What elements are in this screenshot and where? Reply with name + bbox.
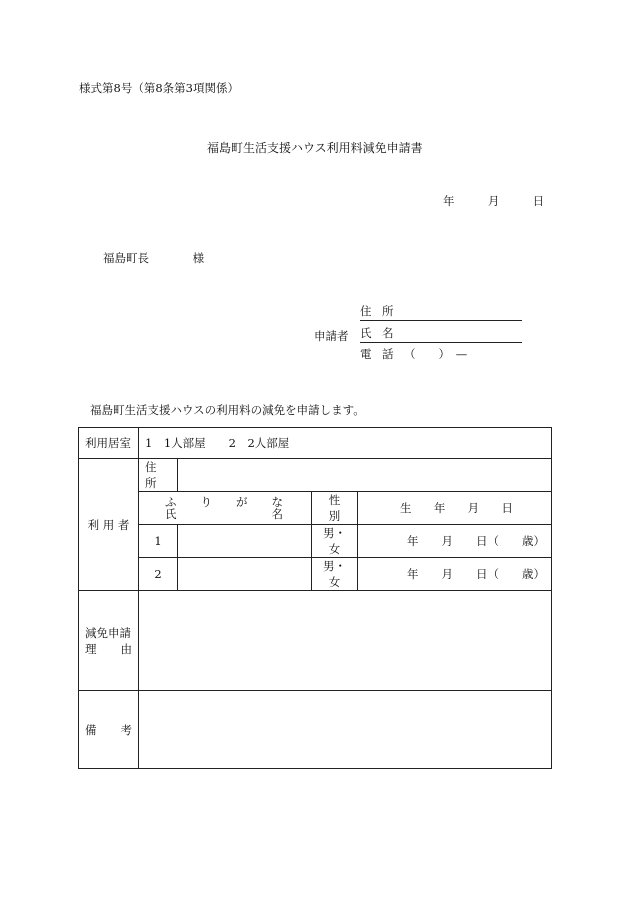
address-label-char-1: 住 [360, 304, 372, 318]
reason-char-2: 由 [120, 641, 132, 656]
user-row-1 [79, 525, 552, 558]
address-label-char-2: 所 [382, 304, 394, 318]
remarks-char-2: 考 [120, 722, 132, 737]
user-address-label: 住 所 [139, 459, 178, 492]
reason-label [79, 591, 139, 691]
document-title: 福島町生活支援ハウス利用料減免申請書 [207, 141, 423, 155]
reason-input[interactable] [139, 591, 552, 691]
intro-text: 福島町生活支援ハウスの利用料の減免を申請します。 [90, 403, 365, 417]
user-name-input[interactable] [178, 525, 312, 558]
remarks-char-1: 備 [85, 722, 97, 737]
birth-char-1: 生 [400, 501, 412, 515]
reason-label-line-1: 減免申請 [85, 625, 131, 640]
user-name-input[interactable] [178, 558, 312, 591]
user-number: 2 [139, 558, 178, 591]
phone-label-char-1: 電 [360, 347, 372, 361]
year-label: 年 [443, 194, 455, 208]
furigana-name-header [139, 492, 312, 525]
remarks-input[interactable] [139, 691, 552, 769]
furigana-char-2: り [200, 495, 212, 509]
remarks-label [79, 691, 139, 769]
addressee-name: 福島町長 [103, 251, 149, 265]
user-sex-select[interactable]: 男・女 [312, 558, 358, 591]
birth-char-3: 月 [467, 501, 480, 515]
room-row [79, 428, 552, 459]
form-number: 様式第8号（第8条第3項関係） [79, 81, 239, 95]
sex-header: 性 別 [312, 492, 358, 525]
birth-char-4: 日 [501, 501, 513, 515]
applicant-phone-field[interactable] [360, 346, 522, 363]
furigana-char-3: が [236, 495, 248, 509]
addressee [103, 250, 204, 266]
reason-char-1: 理 [85, 641, 97, 656]
room-options[interactable]: 1 1人部屋 2 2人部屋 [139, 428, 552, 459]
user-sex-select[interactable]: 男・女 [312, 525, 358, 558]
application-table [78, 427, 552, 769]
user-header-row [79, 492, 552, 525]
user-birth-input[interactable]: 年 月 日（ 歳） [358, 558, 552, 591]
birth-char-2: 年 [433, 501, 446, 515]
room-label: 利用居室 [79, 428, 139, 459]
month-label: 月 [487, 194, 500, 208]
name-header-char-2: 名 [271, 507, 283, 521]
applicant-label: 申請者 [314, 329, 349, 343]
phone-label-char-2: 話 [382, 347, 394, 361]
furigana-char-1: ふ [165, 495, 177, 509]
name-label-char-1: 氏 [360, 326, 372, 340]
reason-label-line-2 [85, 641, 132, 657]
furigana-char-4: な [271, 495, 283, 509]
addressee-honorific: 様 [192, 251, 205, 265]
user-birth-input[interactable]: 年 月 日（ 歳） [358, 525, 552, 558]
user-row-2 [79, 558, 552, 591]
users-label: 利 用 者 [79, 459, 139, 591]
applicant-name-field[interactable] [360, 325, 522, 343]
date-field[interactable] [443, 193, 544, 209]
name-header-label [145, 508, 305, 520]
user-number: 1 [139, 525, 178, 558]
phone-format: （ ） — [404, 347, 468, 361]
applicant-address-field[interactable] [360, 303, 522, 321]
user-address-row [79, 459, 552, 492]
day-label: 日 [532, 194, 545, 208]
remarks-row [79, 691, 552, 769]
name-label-char-2: 名 [382, 326, 394, 340]
name-header-char-1: 氏 [165, 507, 177, 521]
birth-header [358, 492, 552, 525]
reason-row [79, 591, 552, 691]
user-address-input[interactable] [178, 459, 552, 492]
